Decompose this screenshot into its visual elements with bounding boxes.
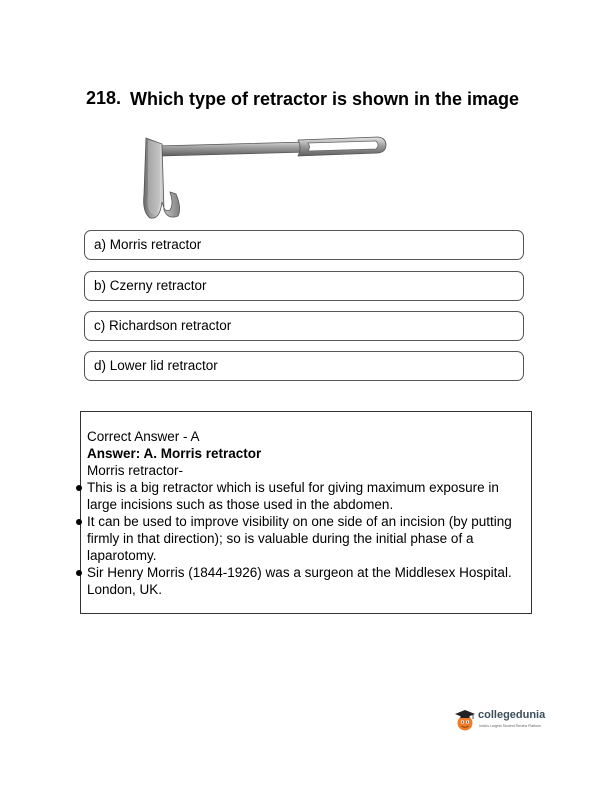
bullet-item: It can be used to improve visibility on one side of an incision (by putting firmly in that direction); so is valuable during the initial phase of a laparotomy. <box>87 513 527 564</box>
option-a[interactable]: a) Morris retractor <box>84 230 524 260</box>
option-b[interactable]: b) Czerny retractor <box>84 271 524 301</box>
option-c[interactable]: c) Richardson retractor <box>84 311 524 341</box>
bullet-item: This is a big retractor which is useful for giving maximum exposure in large incisions such as those used in the abdomen. <box>87 479 527 513</box>
question-text: Which type of retractor is shown in the image <box>130 89 520 109</box>
brand-name: collegedunia <box>478 709 546 721</box>
retractor-image <box>138 132 388 228</box>
answer-bullet-list <box>87 479 527 598</box>
collegedunia-logo-icon <box>452 706 478 734</box>
answer-content <box>87 428 527 598</box>
collegedunia-logo[interactable] <box>452 706 562 738</box>
correct-answer-label: Correct Answer - A <box>87 429 200 444</box>
brand-tagline: India's Largest Student Review Platform <box>479 724 542 728</box>
question-number: 218. <box>86 88 122 108</box>
bullet-item: Sir Henry Morris (1844-1926) was a surgeon at the Middlesex Hospital. London, UK. <box>87 564 527 598</box>
answer-title: Answer: A. Morris retractor <box>87 446 262 461</box>
answer-intro: Morris retractor- <box>87 463 184 478</box>
option-d[interactable]: d) Lower lid retractor <box>84 351 524 381</box>
